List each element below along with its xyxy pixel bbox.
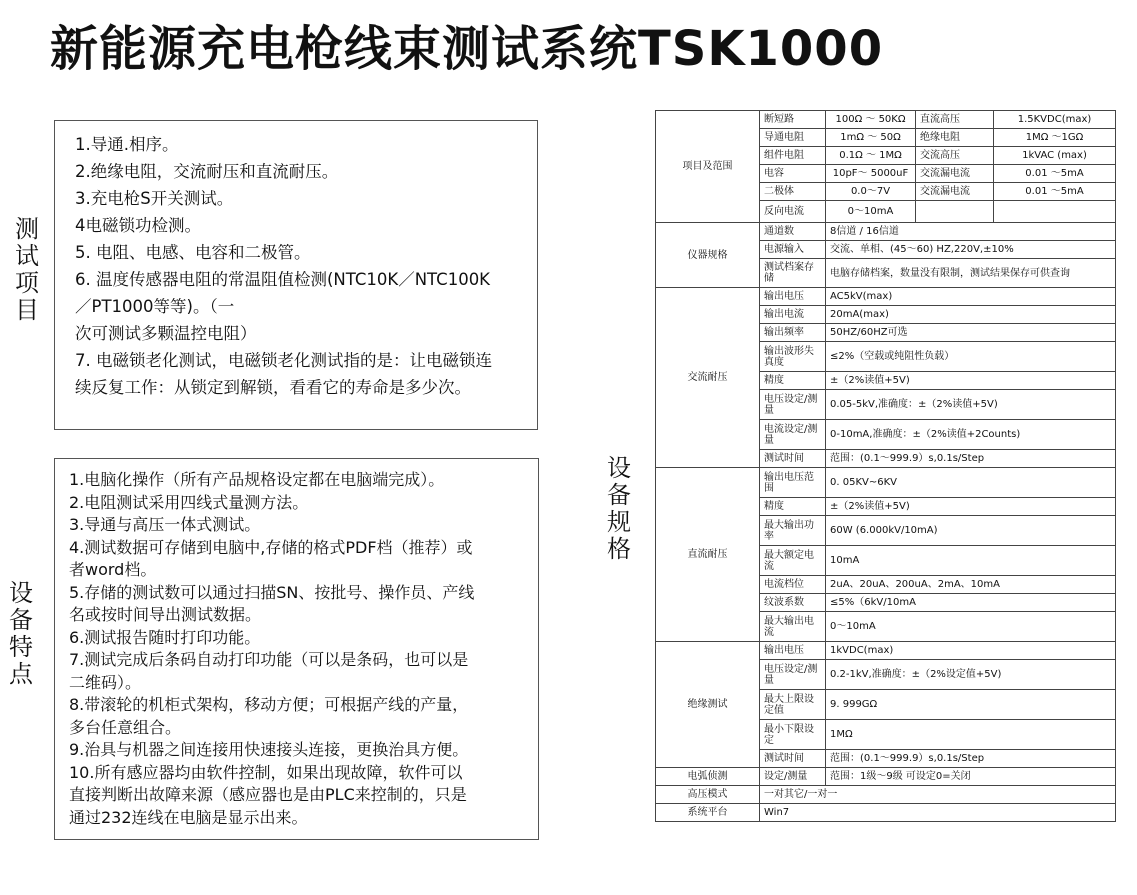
spec-group-label: 直流耐压	[656, 468, 760, 642]
spec-label: 最大输出电流	[760, 612, 826, 642]
spec-row	[656, 642, 1116, 660]
spec-row	[656, 804, 1116, 822]
feature-item: 4.测试数据可存储到电脑中,存储的格式PDF档（推荐）或	[69, 537, 473, 557]
specs-side-label: 设 备 规 格	[607, 454, 631, 563]
spec-value: 60W (6.000kV/10mA)	[826, 516, 1116, 546]
feature-item: 5.存储的测试数可以通过扫描SN、按批号、操作员、产线	[69, 582, 475, 602]
spec-value: 范围：1级～9级 可设定0=关闭	[826, 768, 1116, 786]
spec-label: 最大额定电流	[760, 546, 826, 576]
spec-value: 50HZ/60HZ可选	[826, 324, 1116, 342]
test-items-box	[54, 120, 538, 430]
feature-item: 7.测试完成后条码自动打印功能（可以是条码，也可以是	[69, 650, 469, 669]
spec-label: 测试时间	[760, 750, 826, 768]
feature-item: 3.导通与高压一体式测试。	[69, 515, 261, 534]
spec-row	[656, 111, 1116, 129]
feature-item: 通过232连线在电脑是显示出来。	[69, 807, 308, 827]
page-title: 新能源充电枪线束测试系统TSK1000	[50, 21, 884, 77]
spec-value: 0～10mA	[826, 612, 1116, 642]
spec-label: 精度	[760, 372, 826, 390]
spec-label	[916, 201, 994, 223]
spec-label: 输出电压	[760, 288, 826, 306]
spec-value: 范围：(0.1～999.9）s,0.1s/Step	[826, 450, 1116, 468]
spec-value: 1kVAC (max)	[994, 147, 1116, 165]
spec-label: 纹波系数	[760, 594, 826, 612]
spec-group-label: 交流耐压	[656, 288, 760, 468]
features-side-label: 设 备 特 点	[9, 579, 33, 688]
spec-group-label: 项目及范围	[656, 111, 760, 223]
test-item: 6. 温度传感器电阻的常温阻值检测(NTC10K／NTC100K	[75, 270, 491, 289]
feature-item: 直接判断出故障来源（感应器也是由PLC来控制的，只是	[69, 785, 467, 804]
spec-row	[656, 768, 1116, 786]
spec-label: 输出电压范围	[760, 468, 826, 498]
feature-item: 8.带滚轮的机柜式架构，移动方便；可根据产线的产量，	[69, 695, 469, 714]
spec-value: 2uA、20uA、200uA、2mA、10mA	[826, 576, 1116, 594]
spec-value: ≤5%（6kV/10mA	[826, 594, 1116, 612]
spec-label: 交流漏电流	[916, 183, 994, 201]
feature-item: 1.电脑化操作（所有产品规格设定都在电脑端完成）。	[69, 470, 445, 489]
spec-label: 测试档案存储	[760, 259, 826, 288]
spec-value: Win7	[760, 804, 1116, 822]
tests-side-label: 测 试 项 目	[15, 215, 39, 324]
spec-row	[656, 468, 1116, 498]
test-item: 次可测试多颗温控电阻）	[75, 324, 257, 343]
feature-item: 名或按时间导出测试数据。	[69, 605, 262, 624]
spec-value: 1MΩ ～1GΩ	[994, 129, 1116, 147]
spec-value: 10pF～ 5000uF	[826, 165, 916, 183]
spec-value: 范围：(0.1～999.9）s,0.1s/Step	[826, 750, 1116, 768]
test-item: 1.导通.相序。	[75, 135, 179, 154]
spec-group-label: 仪器规格	[656, 223, 760, 288]
spec-value: 电脑存储档案，数量没有限制，测试结果保存可供查询	[826, 259, 1116, 288]
spec-value: 0.1Ω ～ 1MΩ	[826, 147, 916, 165]
spec-label: 最大输出功率	[760, 516, 826, 546]
spec-label: 反向电流	[760, 201, 826, 223]
spec-label: 输出电压	[760, 642, 826, 660]
spec-group-label: 系统平台	[656, 804, 760, 822]
spec-value: 1mΩ ～ 50Ω	[826, 129, 916, 147]
spec-value	[994, 201, 1116, 223]
spec-label: 精度	[760, 498, 826, 516]
spec-label: 导通电阻	[760, 129, 826, 147]
spec-label: 断短路	[760, 111, 826, 129]
spec-value: AC5kV(max)	[826, 288, 1116, 306]
feature-item: 6.测试报告随时打印功能。	[69, 627, 261, 647]
spec-group-label: 电弧侦测	[656, 768, 760, 786]
spec-value: ≤2%（空载或纯阻性负载）	[826, 342, 1116, 372]
spec-label: 最大上限设定值	[760, 690, 826, 720]
test-item: 7. 电磁锁老化测试，电磁锁老化测试指的是：让电磁锁连	[75, 351, 492, 370]
spec-label: 电流设定/测量	[760, 420, 826, 450]
spec-value: 一对其它/一对一	[760, 786, 1116, 804]
spec-value: 1MΩ	[826, 720, 1116, 750]
test-item: 续反复工作：从锁定到解锁，看看它的寿命是多少次。	[75, 378, 471, 397]
spec-value: ±（2%读值+5V)	[826, 498, 1116, 516]
spec-label: 电流档位	[760, 576, 826, 594]
test-item: 5. 电阻、电感、电容和二极管。	[75, 243, 311, 262]
feature-item: 多台任意组合。	[69, 717, 182, 737]
spec-label: 电压设定/测量	[760, 660, 826, 690]
spec-value: 8信道 / 16信道	[826, 223, 1116, 241]
feature-item: 2.电阻测试采用四线式量测方法。	[69, 492, 309, 512]
spec-label: 输出电流	[760, 306, 826, 324]
feature-item: 9.治具与机器之间连接用快速接头连接，更换治具方便。	[69, 740, 469, 759]
spec-label: 交流高压	[916, 147, 994, 165]
test-item: 3.充电枪S开关测试。	[75, 189, 234, 208]
spec-row	[656, 288, 1116, 306]
spec-value: 交流、单相、(45～60) HZ,220V,±10%	[826, 241, 1116, 259]
feature-item: 者word档。	[69, 560, 157, 579]
spec-value: 0～10mA	[826, 201, 916, 223]
spec-label: 电容	[760, 165, 826, 183]
spec-group-label: 绝缘测试	[656, 642, 760, 768]
test-item: ／PT1000等等)。（一	[75, 297, 235, 316]
spec-label: 设定/测量	[760, 768, 826, 786]
spec-label: 输出频率	[760, 324, 826, 342]
features-box	[54, 458, 539, 840]
spec-row	[656, 223, 1116, 241]
spec-value: 0.0～7V	[826, 183, 916, 201]
spec-label: 绝缘电阻	[916, 129, 994, 147]
spec-label: 组件电阻	[760, 147, 826, 165]
spec-label: 最小下限设定	[760, 720, 826, 750]
spec-value: 100Ω ～ 50KΩ	[826, 111, 916, 129]
feature-item: 二维码）。	[69, 672, 142, 692]
spec-value: 0.2-1kV,准确度：±（2%设定值+5V)	[826, 660, 1116, 690]
spec-value: 9. 999GΩ	[826, 690, 1116, 720]
spec-label: 二极体	[760, 183, 826, 201]
spec-value: 0-10mA,准确度：±（2%读值+2Counts)	[826, 420, 1116, 450]
spec-table	[655, 110, 1116, 822]
spec-value: 1kVDC(max)	[826, 642, 1116, 660]
spec-value: 1.5KVDC(max)	[994, 111, 1116, 129]
spec-value: 0.01 ～5mA	[994, 165, 1116, 183]
spec-value: 0. 05KV~6KV	[826, 468, 1116, 498]
spec-label: 交流漏电流	[916, 165, 994, 183]
spec-label: 电压设定/测量	[760, 390, 826, 420]
spec-label: 输出波形失真度	[760, 342, 826, 372]
feature-item: 10.所有感应器均由软件控制，如果出现故障，软件可以	[69, 762, 463, 782]
spec-group-label: 高压模式	[656, 786, 760, 804]
spec-row	[656, 786, 1116, 804]
spec-value: 0.05-5kV,准确度：±（2%读值+5V)	[826, 390, 1116, 420]
spec-label: 电源输入	[760, 241, 826, 259]
spec-value: 10mA	[826, 546, 1116, 576]
test-item: 2.绝缘电阻，交流耐压和直流耐压。	[75, 162, 339, 181]
spec-label: 通道数	[760, 223, 826, 241]
spec-value: 20mA(max)	[826, 306, 1116, 324]
spec-label: 直流高压	[916, 111, 994, 129]
spec-value: 0.01 ～5mA	[994, 183, 1116, 201]
spec-label: 测试时间	[760, 450, 826, 468]
spec-value: ±（2%读值+5V)	[826, 372, 1116, 390]
test-item: 4电磁锁功检测。	[75, 216, 201, 235]
